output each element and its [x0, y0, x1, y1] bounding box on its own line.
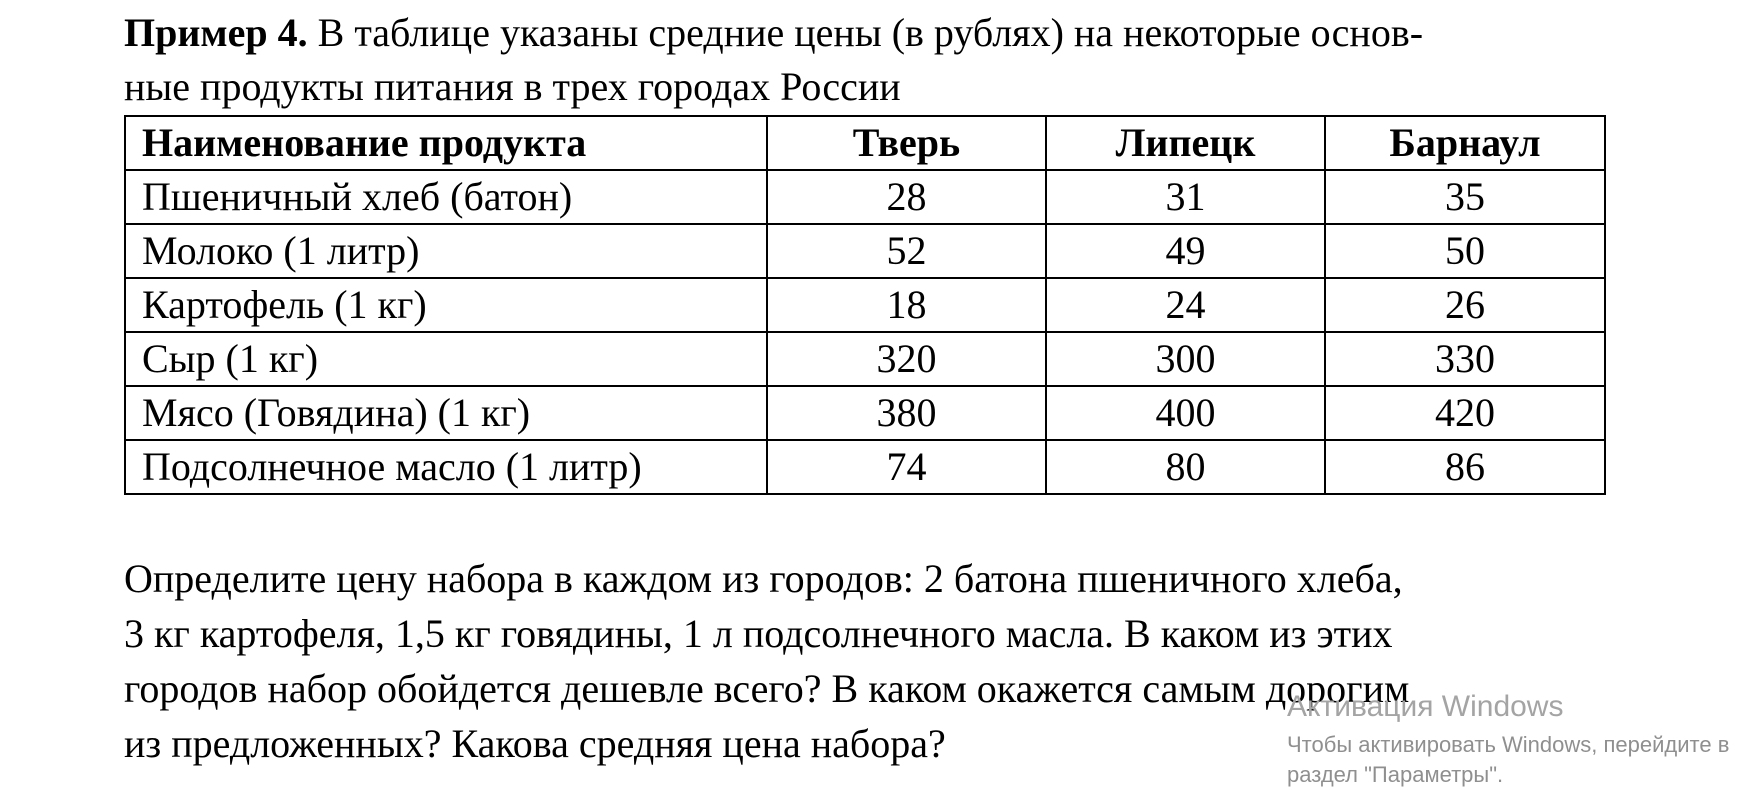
product-name-cell: Мясо (Говядина) (1 кг): [125, 386, 767, 440]
price-cell: 26: [1325, 278, 1605, 332]
price-cell: 18: [767, 278, 1046, 332]
task-line3: городов набор обойдется дешевле всего? В каком окажется самым дорогим: [124, 666, 1410, 711]
table-row: [125, 332, 1605, 386]
price-cell: 400: [1046, 386, 1325, 440]
task-line2: 3 кг картофеля, 1,5 кг говядины, 1 л подсолнечного масла. В каком из этих: [124, 611, 1393, 656]
document-page: [124, 6, 1644, 771]
task-paragraph: [124, 551, 1644, 771]
product-name-cell: Подсолнечное масло (1 литр): [125, 440, 767, 494]
price-cell: 31: [1046, 170, 1325, 224]
table-row: [125, 440, 1605, 494]
table-row: [125, 170, 1605, 224]
price-cell: 28: [767, 170, 1046, 224]
price-cell: 320: [767, 332, 1046, 386]
table-header-row: [125, 116, 1605, 170]
header-barnaul: Барнаул: [1325, 116, 1605, 170]
intro-text-line1: В таблице указаны средние цены (в рублях) на некоторые основ-: [307, 10, 1424, 55]
price-cell: 300: [1046, 332, 1325, 386]
product-name-cell: Пшеничный хлеб (батон): [125, 170, 767, 224]
price-cell: 24: [1046, 278, 1325, 332]
watermark-text-line1: Чтобы активировать Windows, перейдите в: [1287, 732, 1730, 757]
price-cell: 74: [767, 440, 1046, 494]
intro-paragraph: [124, 6, 1644, 114]
prices-table: [124, 115, 1606, 495]
price-cell: 330: [1325, 332, 1605, 386]
table-row: [125, 278, 1605, 332]
product-name-cell: Молоко (1 литр): [125, 224, 767, 278]
table-row: [125, 224, 1605, 278]
price-cell: 49: [1046, 224, 1325, 278]
header-lipetsk: Липецк: [1046, 116, 1325, 170]
price-cell: 86: [1325, 440, 1605, 494]
intro-text-line2: ные продукты питания в трех городах России: [124, 64, 901, 109]
price-cell: 52: [767, 224, 1046, 278]
price-cell: 420: [1325, 386, 1605, 440]
price-cell: 80: [1046, 440, 1325, 494]
task-line1: Определите цену набора в каждом из городов: 2 батона пшеничного хлеба,: [124, 556, 1403, 601]
price-cell: 35: [1325, 170, 1605, 224]
price-cell: 380: [767, 386, 1046, 440]
watermark-title: Активация Windows: [1287, 690, 1564, 723]
product-name-cell: Сыр (1 кг): [125, 332, 767, 386]
task-line4: из предложенных? Какова средняя цена набора?: [124, 721, 946, 766]
header-tver: Тверь: [767, 116, 1046, 170]
table-row: [125, 386, 1605, 440]
watermark-text-line2: раздел "Параметры".: [1287, 762, 1504, 787]
product-name-cell: Картофель (1 кг): [125, 278, 767, 332]
example-label: Пример 4.: [124, 10, 308, 55]
price-cell: 50: [1325, 224, 1605, 278]
header-product-name: Наименование продукта: [125, 116, 767, 170]
